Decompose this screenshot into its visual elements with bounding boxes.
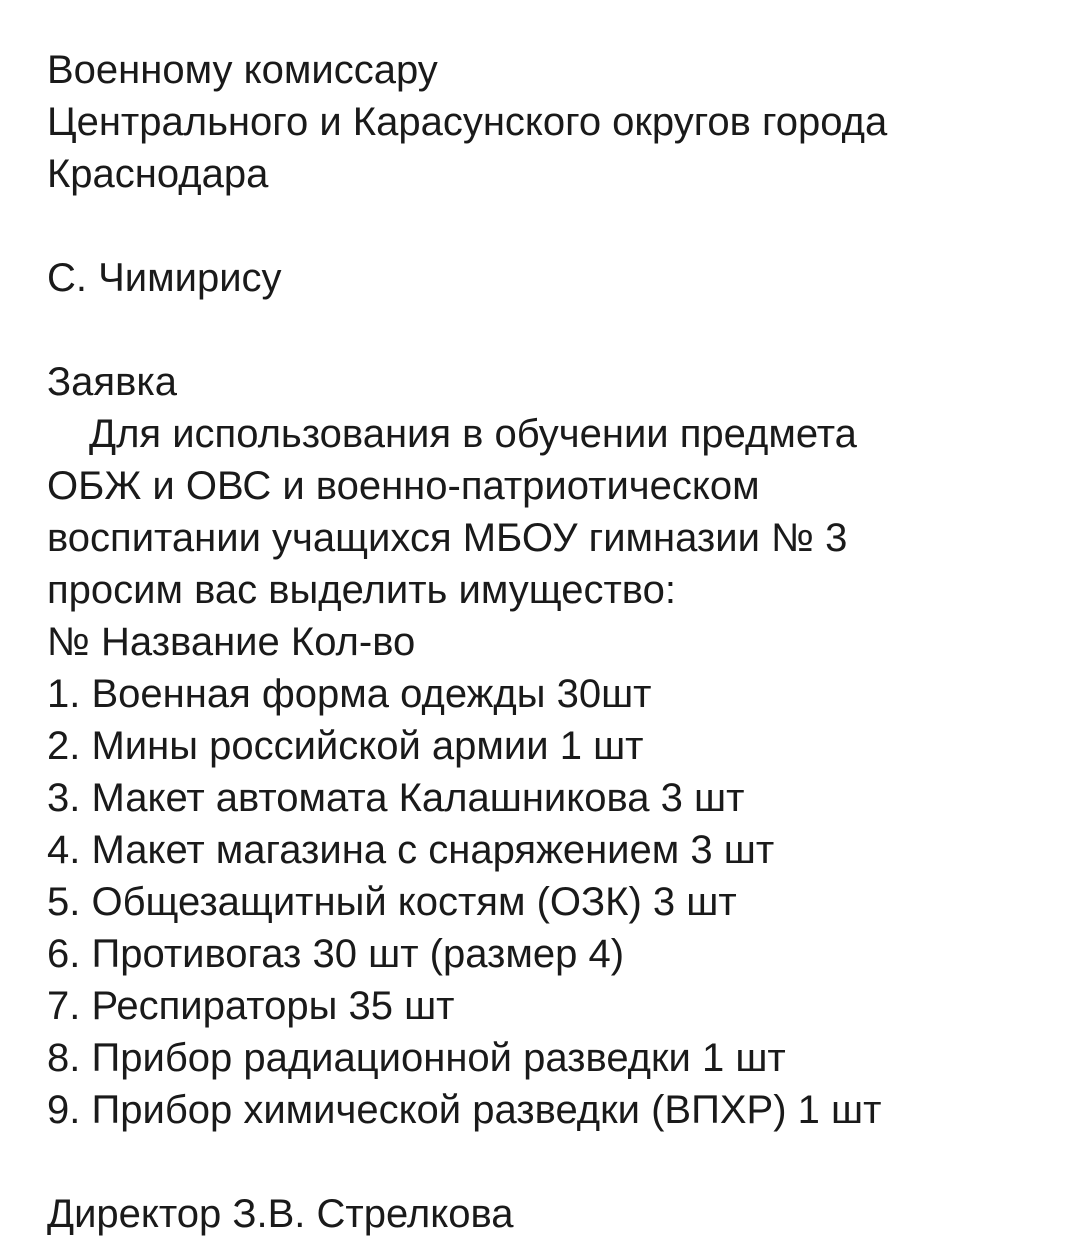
list-item: 7. Респираторы 35 шт	[47, 984, 455, 1028]
list-item: 8. Прибор радиационной разведки 1 шт	[47, 1036, 786, 1080]
addressee-line-1: Военному комиссару	[47, 48, 438, 92]
request-title: Заявка	[47, 360, 177, 404]
request-body-line: Для использования в обучении предмета	[89, 412, 857, 456]
addressee-block	[47, 44, 1057, 200]
list-item: 2. Мины российской армии 1 шт	[47, 724, 644, 768]
spacer	[47, 200, 1057, 252]
document	[47, 44, 1057, 1240]
list-item: 5. Общезащитный костям (ОЗК) 3 шт	[47, 880, 737, 924]
table-header: № Название Кол-во	[47, 620, 416, 664]
request-body-line: просим вас выделить имущество:	[47, 568, 676, 612]
request-body-line: воспитании учащихся МБОУ гимназии № 3	[47, 516, 848, 560]
list-item: 6. Противогаз 30 шт (размер 4)	[47, 932, 625, 976]
item-list	[47, 668, 1057, 1136]
list-item: 3. Макет автомата Калашникова 3 шт	[47, 776, 745, 820]
spacer	[47, 1136, 1057, 1188]
spacer	[47, 304, 1057, 356]
request-body-line: ОБЖ и ОВС и военно-патриотическом	[47, 464, 760, 508]
signature: Директор З.В. Стрелкова	[47, 1192, 514, 1236]
addressee-line-2: Центрального и Карасунского округов города	[47, 100, 888, 144]
addressee-line-3: Краснодара	[47, 152, 269, 196]
list-item: 4. Макет магазина с снаряжением 3 шт	[47, 828, 775, 872]
request-body	[47, 408, 1057, 616]
list-item: 9. Прибор химической разведки (ВПХР) 1 шт	[47, 1088, 882, 1132]
addressee-name: С. Чимирису	[47, 256, 282, 300]
list-item: 1. Военная форма одежды 30шт	[47, 672, 652, 716]
